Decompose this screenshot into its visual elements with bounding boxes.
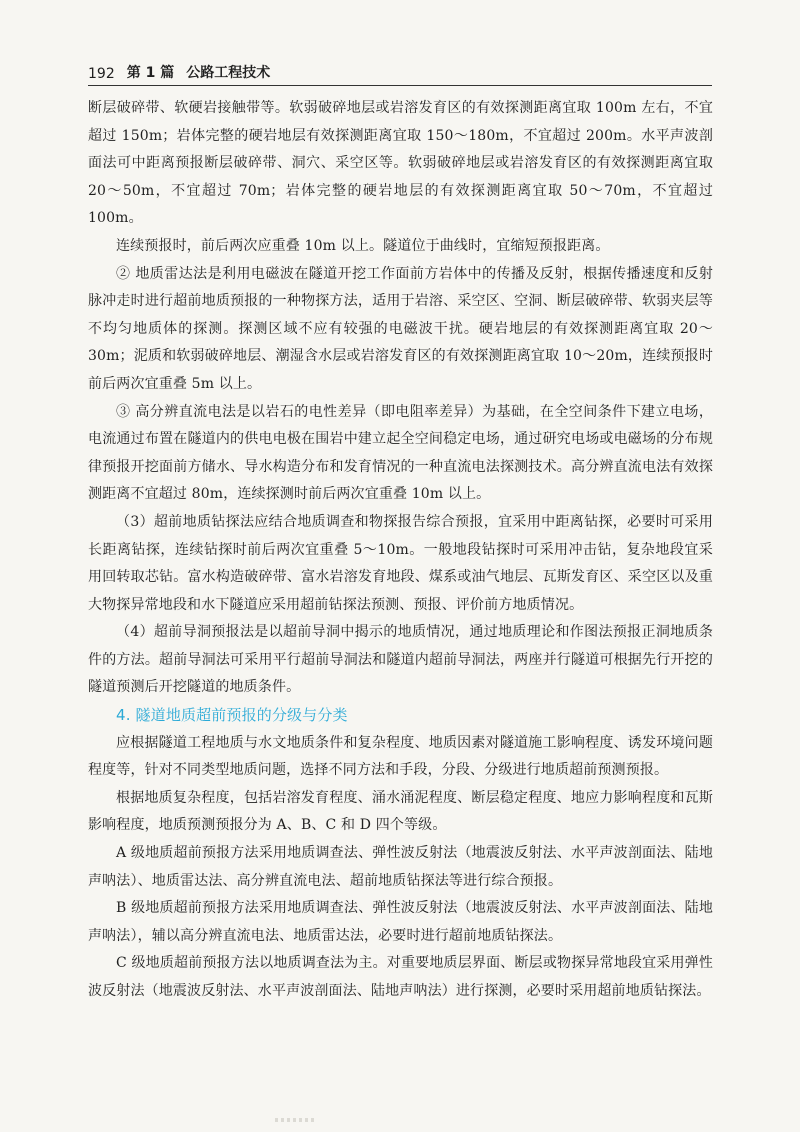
paragraph: 断层破碎带、软硬岩接触带等。软弱破碎地层或岩溶发育区的有效探测距离宜取 100m 左右，不宜超过 150m；岩体完整的硬岩地层有效探测距离宜取 150～180m，不宜超过 200m。水平声波剖面法可中距离预报断层破碎带、洞穴、采空区等。软弱破碎地层或岩溶发育区的有效探测距离宜取 20～50m，不宜超过 70m；岩体完整的硬岩地层的有效探测距离宜取 50～70m，不宜超过 100m。	[88, 100, 713, 227]
paragraph: （3）超前地质钻探法应结合地质调查和物探报告综合预报，宜采用中距离钻探，必要时可采用长距离钻探，连续钻探时前后两次宜重叠 5～10m。一般地段钻探时可采用冲击钻，复杂地段宜采用回转取芯钻。富水构造破碎带、富水岩溶发育地段、煤系或油气地层、瓦斯发育区、采空区以及重大物探异常地段和水下隧道应采用超前钻探法预测、预报、评价前方地质情况。	[88, 513, 713, 613]
page-number: 192	[88, 66, 115, 82]
page-body	[88, 95, 713, 1006]
scan-artifact	[275, 1118, 315, 1122]
paragraph: A 级地质超前预报方法采用地质调查法、弹性波反射法（地震波反射法、水平声波剖面法、陆地声呐法）、地质雷达法、高分辨直流电法、超前地质钻探法等进行综合预报。	[88, 845, 713, 889]
paragraph: （4）超前导洞预报法是以超前导洞中揭示的地质情况，通过地质理论和作图法预报正洞地质条件的方法。超前导洞法可采用平行超前导洞法和隧道内超前导洞法，两座并行隧道可根据先行开挖的隧道预测后开挖隧道的地质条件。	[88, 624, 713, 696]
section-heading: 4. 隧道地质超前预报的分级与分类	[116, 706, 348, 725]
part-title: 公路工程技术	[186, 65, 271, 81]
running-header	[88, 60, 712, 86]
paragraph: 根据地质复杂程度，包括岩溶发育程度、涌水涌泥程度、断层稳定程度、地应力影响程度和瓦斯影响程度，地质预测预报分为 A、B、C 和 D 四个等级。	[88, 789, 713, 834]
paragraph: B 级地质超前预报方法采用地质调查法、弹性波反射法（地震波反射法、水平声波剖面法、陆地声呐法），辅以高分辨直流电法、地质雷达法，必要时进行超前地质钻探法。	[88, 900, 713, 944]
paragraph: 应根据隧道工程地质与水文地质条件和复杂程度、地质因素对隧道施工影响程度、诱发环境问题程度等，针对不同类型地质问题，选择不同方法和手段，分段、分级进行地质超前预测预报。	[88, 734, 713, 779]
paragraph: ③ 高分辨直流电法是以岩石的电性差异（即电阻率差异）为基础，在全空间条件下建立电场，电流通过布置在隧道内的供电电极在围岩中建立起全空间稳定电场，通过研究电场或电磁场的分布规律预报开挖面前方储水、导水构造分布和发育情况的一种直流电法探测技术。高分辨直流电法有效探测距离不宜超过 80m，连续探测时前后两次宜重叠 10m 以上。	[88, 403, 713, 503]
paragraph: 连续预报时，前后两次应重叠 10m 以上。隧道位于曲线时，宜缩短预报距离。	[116, 237, 610, 254]
paragraph: C 级地质超前预报方法以地质调查法为主。对重要地质层界面、断层或物探异常地段宜采用弹性波反射法（地震波反射法、水平声波剖面法、陆地声呐法）进行探测，必要时采用超前地质钻探法。	[88, 955, 713, 999]
paragraph: ② 地质雷达法是利用电磁波在隧道开挖工作面前方岩体中的传播及反射，根据传播速度和反射脉冲走时进行超前地质预报的一种物探方法，适用于岩溶、采空区、空洞、断层破碎带、软弱夹层等不均匀地质体的探测。探测区域不应有较强的电磁波干扰。硬岩地层的有效探测距离宜取 20～30m；泥质和软弱破碎地层、潮湿含水层或岩溶发育区的有效探测距离宜取 10～20m，连续预报时前后两次宜重叠 5m 以上。	[88, 265, 713, 392]
part-label: 第 1 篇	[126, 65, 175, 81]
